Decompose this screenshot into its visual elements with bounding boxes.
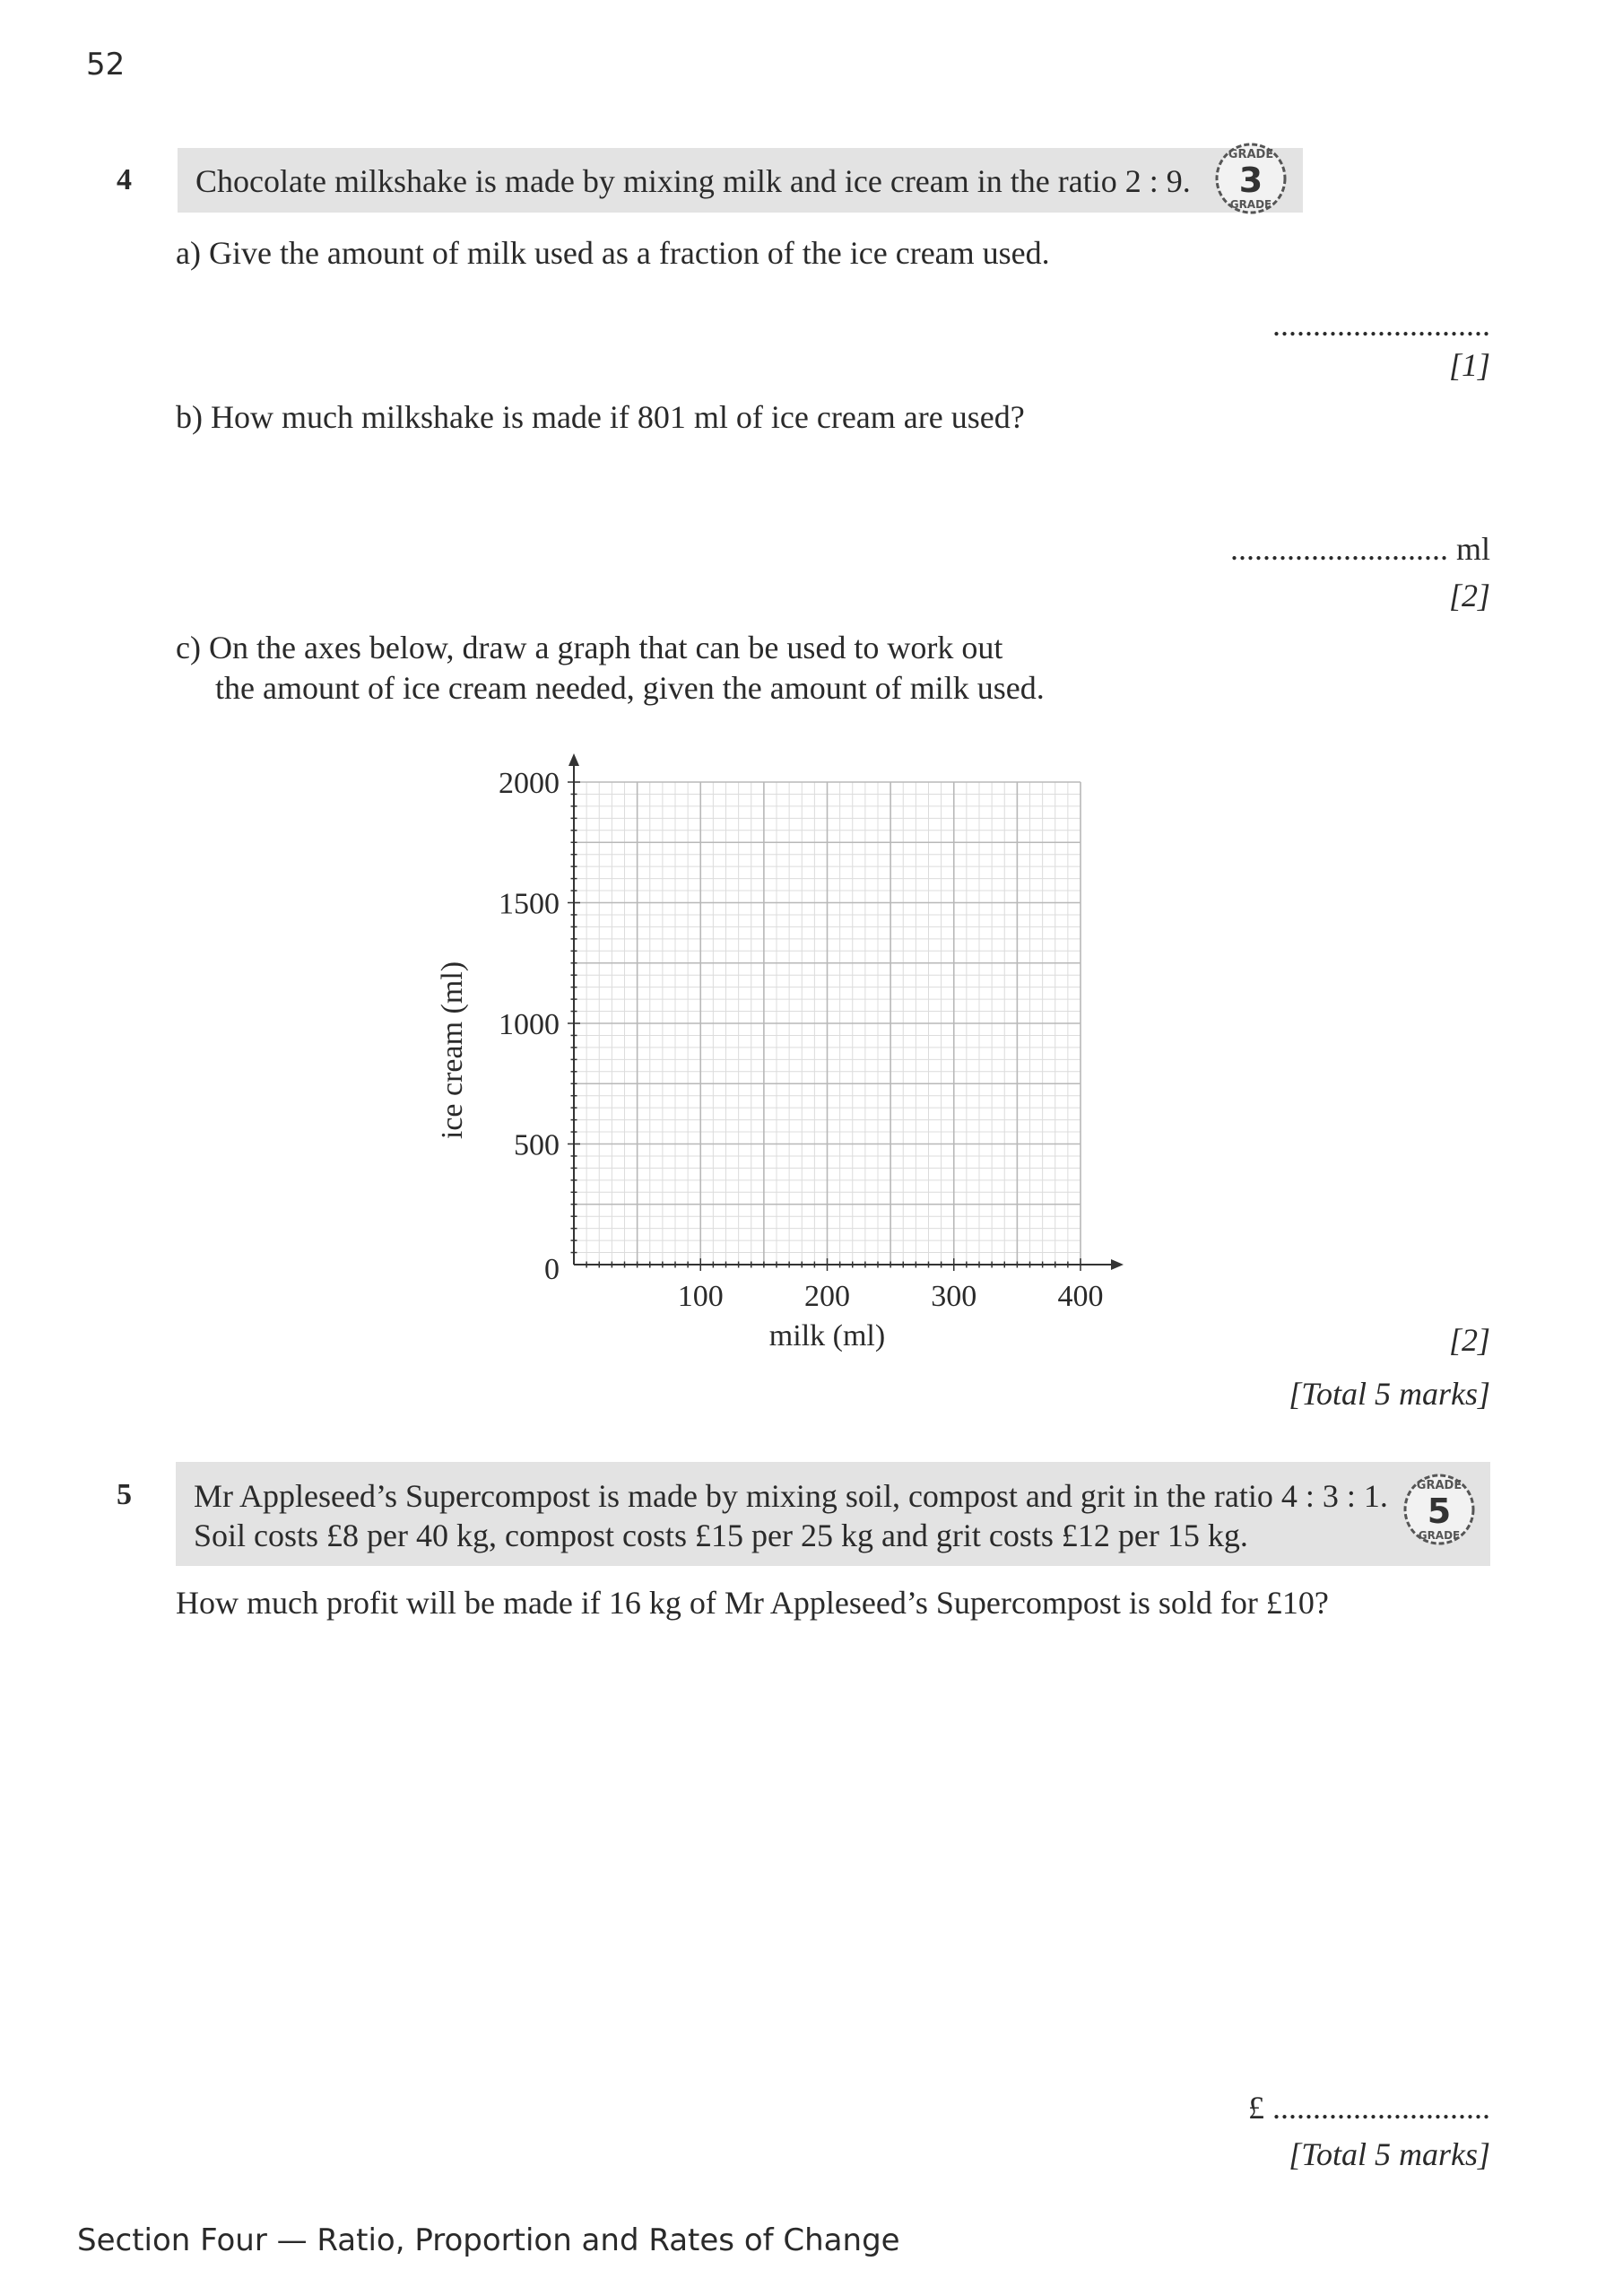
question-4b-answer-line[interactable]: ........................... ml <box>1229 531 1490 567</box>
y-tick-label: 1000 <box>499 1008 560 1041</box>
y-axis-label: ice cream (ml) <box>436 961 469 1140</box>
grade-5-label-bottom: GRADE <box>1418 1529 1461 1542</box>
x-axis-label: milk (ml) <box>768 1319 886 1352</box>
grade-3-number: 3 <box>1238 161 1263 200</box>
x-tick-label: 200 <box>804 1280 850 1313</box>
grade-3-label-top: GRADE <box>1228 148 1274 161</box>
grade-3-badge <box>1212 140 1289 217</box>
section-footer: Section Four — Ratio, Proportion and Rates of Change <box>77 2222 900 2258</box>
x-tick-label: 100 <box>677 1280 724 1313</box>
question-4-statement: Chocolate milkshake is made by mixing milk and ice cream in the ratio 2 : 9. <box>195 163 1191 199</box>
page-number: 52 <box>86 47 126 83</box>
question-5-answer-line[interactable]: £ ........................... <box>1248 2090 1490 2126</box>
question-5-total: [Total 5 marks] <box>1289 2136 1490 2172</box>
question-4-total: [Total 5 marks] <box>1289 1376 1490 1412</box>
question-4c-text-line2: the amount of ice cream needed, given the amount of milk used. <box>215 670 1045 706</box>
question-4a-text: a) Give the amount of milk used as a fraction of the ice cream used. <box>176 235 1050 271</box>
question-5-statement-line2: Soil costs £8 per 40 kg, compost costs £15 per 25 kg and grit costs £12 per 15 kg. <box>194 1518 1248 1553</box>
question-4b-marks: [2] <box>1448 578 1490 613</box>
question-5-statement-line1: Mr Appleseed’s Supercompost is made by mixing soil, compost and grit in the ratio 4 : 3 : 1. <box>194 1478 1388 1514</box>
tick-labels <box>499 767 1104 1313</box>
question-4c-marks: [2] <box>1448 1322 1490 1358</box>
question-5-number: 5 <box>117 1478 132 1511</box>
grade-5-number: 5 <box>1427 1492 1452 1531</box>
grade-5-badge <box>1401 1471 1478 1548</box>
y-tick-label: 500 <box>514 1128 560 1162</box>
x-axis-arrow <box>1111 1259 1124 1270</box>
x-tick-label: 300 <box>931 1280 977 1313</box>
graph-axes[interactable] <box>412 700 1184 1381</box>
grade-5-label-top: GRADE <box>1416 1479 1462 1492</box>
y-tick-label: 1500 <box>499 887 560 921</box>
question-4c-text-line1: c) On the axes below, draw a graph that can be used to work out <box>176 630 1003 665</box>
grade-3-label-bottom: GRADE <box>1229 198 1272 211</box>
y-tick-label: 2000 <box>499 767 560 800</box>
y-axis-arrow <box>568 753 579 766</box>
question-4a-answer-line[interactable]: ........................... <box>1272 307 1490 343</box>
x-tick-label: 400 <box>1057 1280 1104 1313</box>
question-4a-marks: [1] <box>1448 347 1490 383</box>
question-4b-text: b) How much milkshake is made if 801 ml of ice cream are used? <box>176 399 1025 435</box>
axis-ticks <box>568 782 1081 1271</box>
origin-label: 0 <box>544 1253 560 1286</box>
question-5-text: How much profit will be made if 16 kg of Mr Appleseed’s Supercompost is sold for £10? <box>176 1585 1329 1621</box>
question-4-number: 4 <box>117 163 132 196</box>
